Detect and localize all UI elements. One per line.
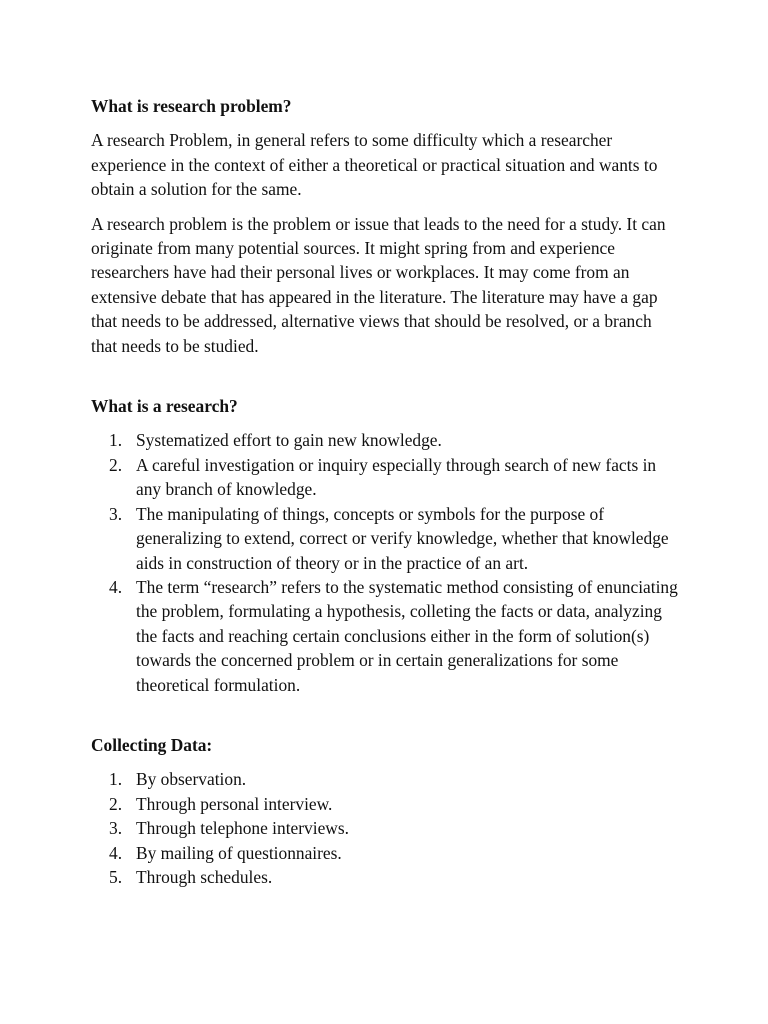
list-item xyxy=(109,767,681,791)
list-item-text: Through telephone interviews. xyxy=(136,818,349,839)
paragraph: A research problem is the problem or issue that leads to the need for a study. It can originate from many potential sources. It might spring from and experience researchers have had their personal lives or workplaces. It may come from an extensive debate that has appeared in the literature. The literature may have a gap that needs to be addressed, alternative views that should be resolved, or a branch that needs to be studied. xyxy=(91,213,666,356)
section-research-problem xyxy=(91,94,681,358)
section-collecting-data xyxy=(91,733,681,889)
list-number: 2. xyxy=(109,454,123,475)
list-item xyxy=(109,865,681,889)
collecting-data-list xyxy=(91,767,681,889)
list-item-text: A careful investigation or inquiry especially through search of new facts in any branch of knowledge. xyxy=(136,454,657,500)
document-page xyxy=(91,94,681,889)
list-item xyxy=(109,428,681,452)
section-what-is-research xyxy=(91,394,681,697)
list-number: 5. xyxy=(109,866,123,887)
list-item xyxy=(109,575,681,697)
paragraph: A research Problem, in general refers to some difficulty which a researcher experience in the context of either a theoretical or practical situation and wants to obtain a solution for the same. xyxy=(91,130,658,200)
heading-collecting-data: Collecting Data: xyxy=(91,734,213,755)
heading-research-problem: What is research problem? xyxy=(91,96,292,116)
list-item-text: Through schedules. xyxy=(136,866,273,887)
list-item-text: By observation. xyxy=(136,769,247,790)
list-item xyxy=(109,453,681,502)
list-number: 1. xyxy=(109,430,123,451)
list-number: 4. xyxy=(109,576,123,597)
list-item-text: The manipulating of things, concepts or symbols for the purpose of generalizing to extend, correct or verify knowledge, whether that knowledge aids in construction of theory or in the practice of an art. xyxy=(136,503,669,573)
list-number: 2. xyxy=(109,793,123,814)
heading-what-is-research: What is a research? xyxy=(91,396,238,417)
list-number: 3. xyxy=(109,818,123,839)
list-item xyxy=(109,792,681,816)
research-definition-list xyxy=(91,428,681,696)
list-item-text: The term “research” refers to the systematic method consisting of enunciating the problem, formulating a hypothesis, colleting the facts or data, analyzing the facts and reaching certain conclusions either in the form of solution(s) towards the concerned problem or in certain generalizations for some theoretical formulation. xyxy=(136,576,678,695)
list-item-text: By mailing of questionnaires. xyxy=(136,842,342,863)
list-number: 4. xyxy=(109,842,123,863)
list-item xyxy=(109,502,681,575)
list-item-text: Through personal interview. xyxy=(136,793,333,814)
list-item xyxy=(109,841,681,865)
list-item-text: Systematized effort to gain new knowledge. xyxy=(136,430,442,451)
list-number: 1. xyxy=(109,769,123,790)
list-item xyxy=(109,816,681,840)
list-number: 3. xyxy=(109,503,123,524)
